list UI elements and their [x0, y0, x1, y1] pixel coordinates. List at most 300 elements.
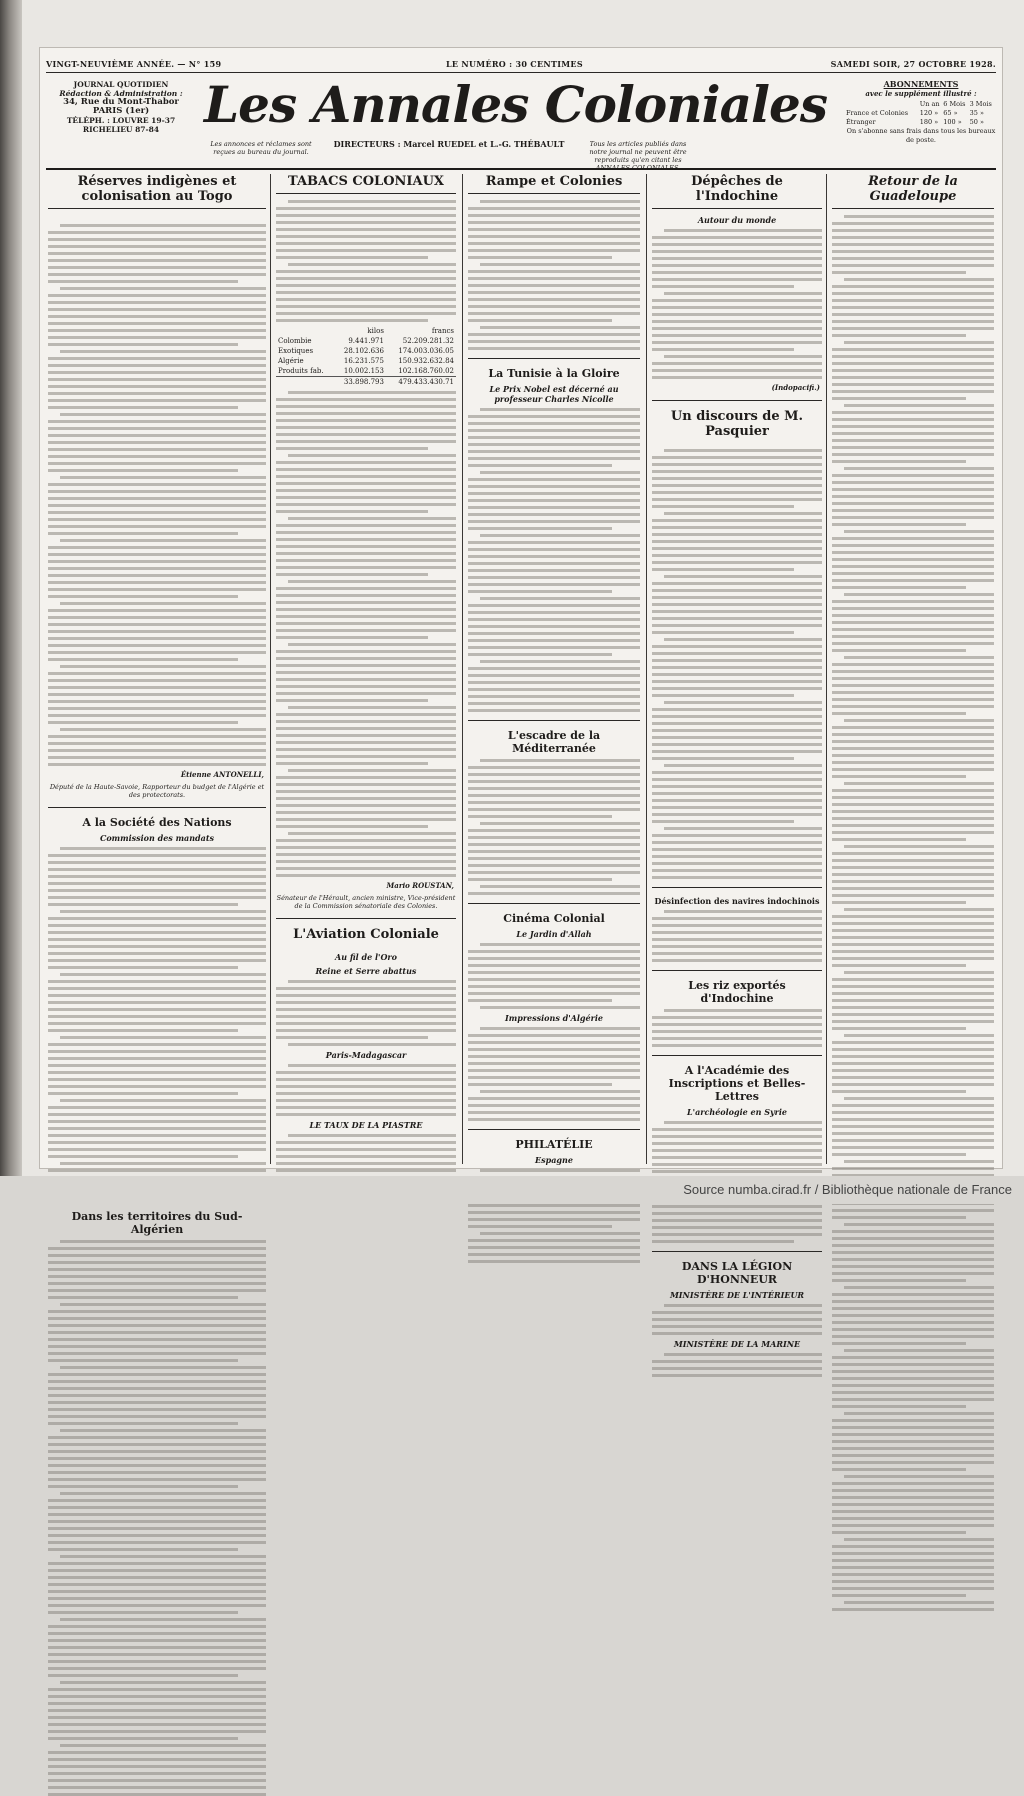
text-line [48, 707, 266, 710]
text-line [468, 646, 640, 649]
text-line [48, 1611, 238, 1614]
text-line [276, 867, 456, 870]
headline-legion: DANS LA LÉGION D'HONNEUR [681, 1260, 793, 1286]
text-line [48, 252, 266, 255]
text-line [468, 457, 640, 460]
text-line [832, 334, 966, 337]
text-line [468, 478, 640, 481]
text-line [276, 629, 456, 632]
text-line [468, 1239, 640, 1242]
text-line [288, 1043, 456, 1046]
text-line [832, 586, 966, 589]
text-line [60, 1429, 266, 1432]
text-line [832, 502, 994, 505]
text-line [652, 945, 822, 948]
text-line [48, 525, 266, 528]
text-line [48, 1499, 266, 1502]
text-line [832, 292, 994, 295]
newspaper-title: Les Annales Coloniales [204, 75, 827, 134]
text-line [468, 639, 640, 642]
text-line [48, 1604, 266, 1607]
text-line [48, 1765, 266, 1768]
text-line [652, 498, 822, 501]
text-line [468, 298, 640, 301]
text-line [652, 313, 822, 316]
text-line [832, 1594, 966, 1597]
text-line [832, 726, 994, 729]
text-line [468, 632, 640, 635]
divider [468, 358, 640, 359]
text-line [276, 664, 456, 667]
text-line [48, 1085, 266, 1088]
text-line [468, 780, 640, 783]
text-line [468, 878, 612, 881]
text-line [832, 1433, 994, 1436]
text-line [60, 1099, 266, 1102]
text-line [652, 477, 822, 480]
article-body [468, 200, 640, 350]
text-line [288, 517, 456, 520]
subscriptions-subtitle: avec le supplément illustré : [865, 89, 977, 98]
text-line [60, 1240, 266, 1243]
text-line [276, 594, 456, 597]
text-line [832, 376, 994, 379]
text-line [832, 1335, 994, 1338]
text-line [832, 810, 994, 813]
text-line [48, 1443, 266, 1446]
text-line [276, 671, 456, 674]
headline-philatelie: PHILATÉLIE [515, 1138, 593, 1151]
text-line [276, 482, 456, 485]
text-line [832, 1279, 966, 1282]
text-line [288, 454, 456, 457]
text-line [276, 433, 456, 436]
headline-rampe: Rampe et Colonies [468, 174, 640, 194]
text-line [832, 740, 994, 743]
text-line [468, 291, 640, 294]
text-line [48, 686, 266, 689]
text-line [652, 722, 822, 725]
text-line [276, 524, 456, 527]
text-line [276, 811, 456, 814]
text-line [468, 221, 640, 224]
subhead: Espagne [535, 1155, 573, 1165]
text-line [652, 1142, 822, 1145]
text-line [844, 719, 994, 722]
text-line [48, 714, 266, 717]
text-line [60, 665, 266, 668]
text-line [48, 1015, 266, 1018]
text-line [48, 1296, 238, 1299]
text-line [60, 287, 266, 290]
text-line [664, 638, 822, 641]
text-line [652, 484, 822, 487]
text-line [48, 903, 238, 906]
text-line [468, 569, 640, 572]
text-line [468, 450, 640, 453]
text-line [832, 1510, 994, 1513]
text-line [832, 397, 966, 400]
subscriptions-note: On s'abonne sans frais dans tous les bureaux de poste. [846, 127, 996, 144]
text-line [832, 411, 994, 414]
text-line [652, 736, 822, 739]
text-line [652, 264, 822, 267]
text-line [468, 436, 640, 439]
text-line [832, 824, 994, 827]
headline-escadre: L'escadre de la Méditerranée [507, 729, 601, 755]
divider [652, 1251, 822, 1252]
subhead: Le Jardin d'Allah [516, 929, 592, 939]
text-line [832, 1104, 994, 1107]
text-line [276, 249, 456, 252]
text-line [60, 1618, 266, 1621]
text-line [832, 257, 994, 260]
text-line [652, 799, 822, 802]
text-line [276, 277, 456, 280]
text-line [832, 1454, 994, 1457]
text-line [48, 1562, 266, 1565]
text-line [652, 959, 822, 962]
text-line [468, 228, 640, 231]
text-line [276, 405, 456, 408]
text-line [844, 1349, 994, 1352]
text-line [832, 628, 994, 631]
text-line [832, 978, 994, 981]
divider [652, 400, 822, 401]
text-line [832, 446, 994, 449]
text-line [276, 426, 456, 429]
text-line [844, 1601, 994, 1604]
phone-2: RICHELIEU 87-84 [82, 125, 160, 134]
text-line [652, 938, 822, 941]
text-line [652, 463, 822, 466]
text-line [276, 1022, 456, 1025]
text-line [276, 776, 456, 779]
subhead: MINISTÈRE DE L'INTÉRIEUR [669, 1290, 805, 1300]
text-line [844, 908, 994, 911]
text-line [832, 1398, 994, 1401]
text-line [468, 214, 640, 217]
text-line [468, 992, 640, 995]
text-line [832, 1076, 994, 1079]
text-line [468, 513, 640, 516]
text-line [48, 427, 266, 430]
text-line [844, 593, 994, 596]
text-line [276, 678, 456, 681]
text-line [832, 1069, 994, 1072]
text-line [48, 462, 266, 465]
text-line [276, 319, 428, 322]
subscriptions [846, 80, 996, 145]
text-line [468, 1118, 640, 1121]
headline-academie: A l'Académie des Inscriptions et Belles-Lettres [668, 1064, 806, 1103]
redaction-label: Rédaction & Administration : [59, 89, 183, 98]
text-line [844, 1412, 994, 1415]
text-line [48, 1464, 266, 1467]
text-line [276, 853, 456, 856]
text-line [832, 1251, 994, 1254]
text-line [832, 509, 994, 512]
text-line [480, 759, 640, 762]
text-line [48, 392, 266, 395]
text-line [468, 499, 640, 502]
text-line [48, 1639, 266, 1642]
text-line [652, 715, 822, 718]
text-line [276, 538, 456, 541]
text-line [832, 684, 994, 687]
text-line [48, 1625, 266, 1628]
text-line [832, 544, 994, 547]
issue-price: LE NUMÉRO : 30 CENTIMES [446, 59, 583, 69]
text-line [832, 488, 994, 491]
text-line [60, 728, 266, 731]
text-line [832, 1167, 994, 1170]
city: PARIS (1er) [92, 106, 150, 116]
divider [276, 918, 456, 919]
text-line [276, 874, 456, 877]
text-line [276, 1162, 456, 1165]
text-line [48, 1471, 266, 1474]
text-line [832, 1489, 994, 1492]
article-body [832, 215, 994, 1611]
text-line [832, 999, 994, 1002]
text-line [48, 1779, 266, 1782]
text-line [468, 787, 640, 790]
text-line [832, 1146, 994, 1149]
text-line [48, 1730, 266, 1733]
text-line [48, 1282, 266, 1285]
article-body [652, 229, 822, 379]
text-line [480, 200, 640, 203]
text-line [48, 378, 266, 381]
text-line [468, 618, 640, 621]
text-line [468, 794, 640, 797]
text-line [48, 1534, 266, 1537]
text-line [832, 1531, 966, 1534]
text-line [832, 453, 994, 456]
text-line [48, 651, 266, 654]
text-line [832, 306, 994, 309]
text-line [832, 516, 994, 519]
text-line [48, 854, 266, 857]
text-line [276, 270, 456, 273]
text-line [48, 1576, 266, 1579]
text-line [60, 1681, 266, 1684]
column-5 [832, 174, 994, 1164]
text-line [60, 350, 266, 353]
text-line [48, 399, 266, 402]
text-line [832, 621, 994, 624]
text-line [48, 259, 266, 262]
text-line [276, 846, 456, 849]
text-line [480, 1232, 640, 1235]
subhead: Autour du monde [697, 215, 777, 225]
text-line [468, 319, 612, 322]
text-line [48, 609, 266, 612]
text-line [652, 540, 822, 543]
text-line [276, 650, 456, 653]
text-line [48, 987, 266, 990]
text-line [832, 1587, 994, 1590]
text-line [468, 1246, 640, 1249]
text-line [832, 852, 994, 855]
text-line [276, 608, 456, 611]
text-line [48, 406, 238, 409]
text-line [468, 808, 640, 811]
column-3 [468, 174, 640, 1164]
text-line [652, 1163, 822, 1166]
text-line [276, 1106, 456, 1109]
text-line [288, 980, 456, 983]
text-line [48, 336, 266, 339]
text-line [832, 1020, 994, 1023]
text-line [60, 224, 266, 227]
text-line [48, 1548, 238, 1551]
text-line [276, 1099, 456, 1102]
text-line [832, 390, 994, 393]
text-line [832, 460, 966, 463]
text-line [832, 299, 994, 302]
text-line [664, 355, 822, 358]
table-row: Produits fab. 10.002.153 102.168.760.02 [278, 367, 454, 375]
text-line [48, 945, 266, 948]
text-line [832, 1468, 966, 1471]
text-line [468, 562, 640, 565]
text-line [48, 700, 266, 703]
text-line [468, 999, 612, 1002]
text-line [468, 207, 640, 210]
text-line [48, 672, 266, 675]
text-line [48, 1275, 266, 1278]
text-line [468, 270, 640, 273]
text-line [48, 1261, 266, 1264]
text-line [276, 1141, 456, 1144]
text-line [652, 631, 794, 634]
text-line [832, 229, 994, 232]
text-line [832, 1153, 966, 1156]
text-line [48, 308, 266, 311]
text-line [652, 645, 822, 648]
text-line [48, 1071, 266, 1074]
text-line [48, 343, 238, 346]
text-line [664, 1121, 822, 1124]
divider [652, 970, 822, 971]
text-line [832, 1608, 994, 1611]
text-line [832, 915, 994, 918]
text-line [652, 729, 822, 732]
headline-tunisie: La Tunisie à la Gloire [488, 367, 620, 380]
text-line [832, 901, 966, 904]
text-line [468, 829, 640, 832]
text-line [276, 1155, 456, 1158]
text-line [468, 857, 640, 860]
text-line [48, 1716, 266, 1719]
text-line [48, 1169, 266, 1172]
masthead [46, 76, 996, 170]
text-line [48, 1001, 266, 1004]
text-line [832, 1272, 994, 1275]
text-line [832, 957, 994, 960]
signature-note: Député de la Haute-Savoie, Rapporteur du budget de l'Algérie et des protectorats. [49, 783, 265, 799]
text-line [832, 768, 994, 771]
text-line [48, 231, 266, 234]
text-line [276, 214, 456, 217]
text-line [276, 256, 428, 259]
text-line [48, 441, 266, 444]
text-line [48, 1569, 266, 1572]
text-line [652, 589, 822, 592]
text-line [276, 489, 456, 492]
table-row: Exotiques 28.102.636 174.003.036.05 [278, 347, 454, 355]
text-line [652, 491, 822, 494]
text-line [48, 1632, 266, 1635]
text-line [832, 1237, 994, 1240]
text-line [480, 263, 640, 266]
text-line [48, 371, 266, 374]
text-line [664, 1304, 822, 1307]
text-line [832, 1580, 994, 1583]
text-line [48, 1134, 266, 1137]
text-line [652, 1205, 822, 1208]
text-line [652, 750, 822, 753]
text-line [468, 611, 640, 614]
text-line [468, 520, 640, 523]
text-line [48, 1092, 238, 1095]
text-line [652, 341, 822, 344]
subhead: Le Prix Nobel est décerné au professeur Charles Nicolle [489, 384, 619, 404]
text-line [48, 420, 266, 423]
text-line [832, 1405, 966, 1408]
text-line [48, 1345, 266, 1348]
text-line [48, 623, 266, 626]
text-line [832, 614, 994, 617]
text-line [832, 1377, 994, 1380]
text-line [48, 1394, 266, 1397]
text-line [276, 615, 456, 618]
address: 34, Rue du Mont-Thabor [63, 97, 179, 107]
text-line [652, 236, 822, 239]
text-line [844, 1538, 994, 1541]
text-line [48, 1373, 266, 1376]
article-body [468, 408, 640, 712]
text-line [832, 327, 994, 330]
text-line [832, 1573, 994, 1576]
headline-pasquier: Un discours de M. Pasquier [670, 409, 804, 439]
text-line [48, 875, 266, 878]
text-line [832, 922, 994, 925]
text-line [832, 474, 994, 477]
text-line [60, 1303, 266, 1306]
text-line [844, 341, 994, 344]
text-line [832, 551, 994, 554]
text-line [48, 511, 266, 514]
text-line [468, 871, 640, 874]
headline-aviation: L'Aviation Coloniale [293, 927, 439, 942]
text-line [652, 708, 822, 711]
text-line [276, 221, 456, 224]
text-line [832, 1482, 994, 1485]
text-line [832, 817, 994, 820]
text-line [468, 443, 640, 446]
text-line [276, 305, 456, 308]
column-rule [462, 174, 463, 1164]
text-line [276, 284, 456, 287]
masthead-contact [46, 80, 196, 134]
text-line [844, 215, 994, 218]
page-binding [0, 0, 22, 1176]
subhead: MINISTÈRE DE LA MARINE [673, 1339, 801, 1349]
article-body [652, 910, 822, 962]
